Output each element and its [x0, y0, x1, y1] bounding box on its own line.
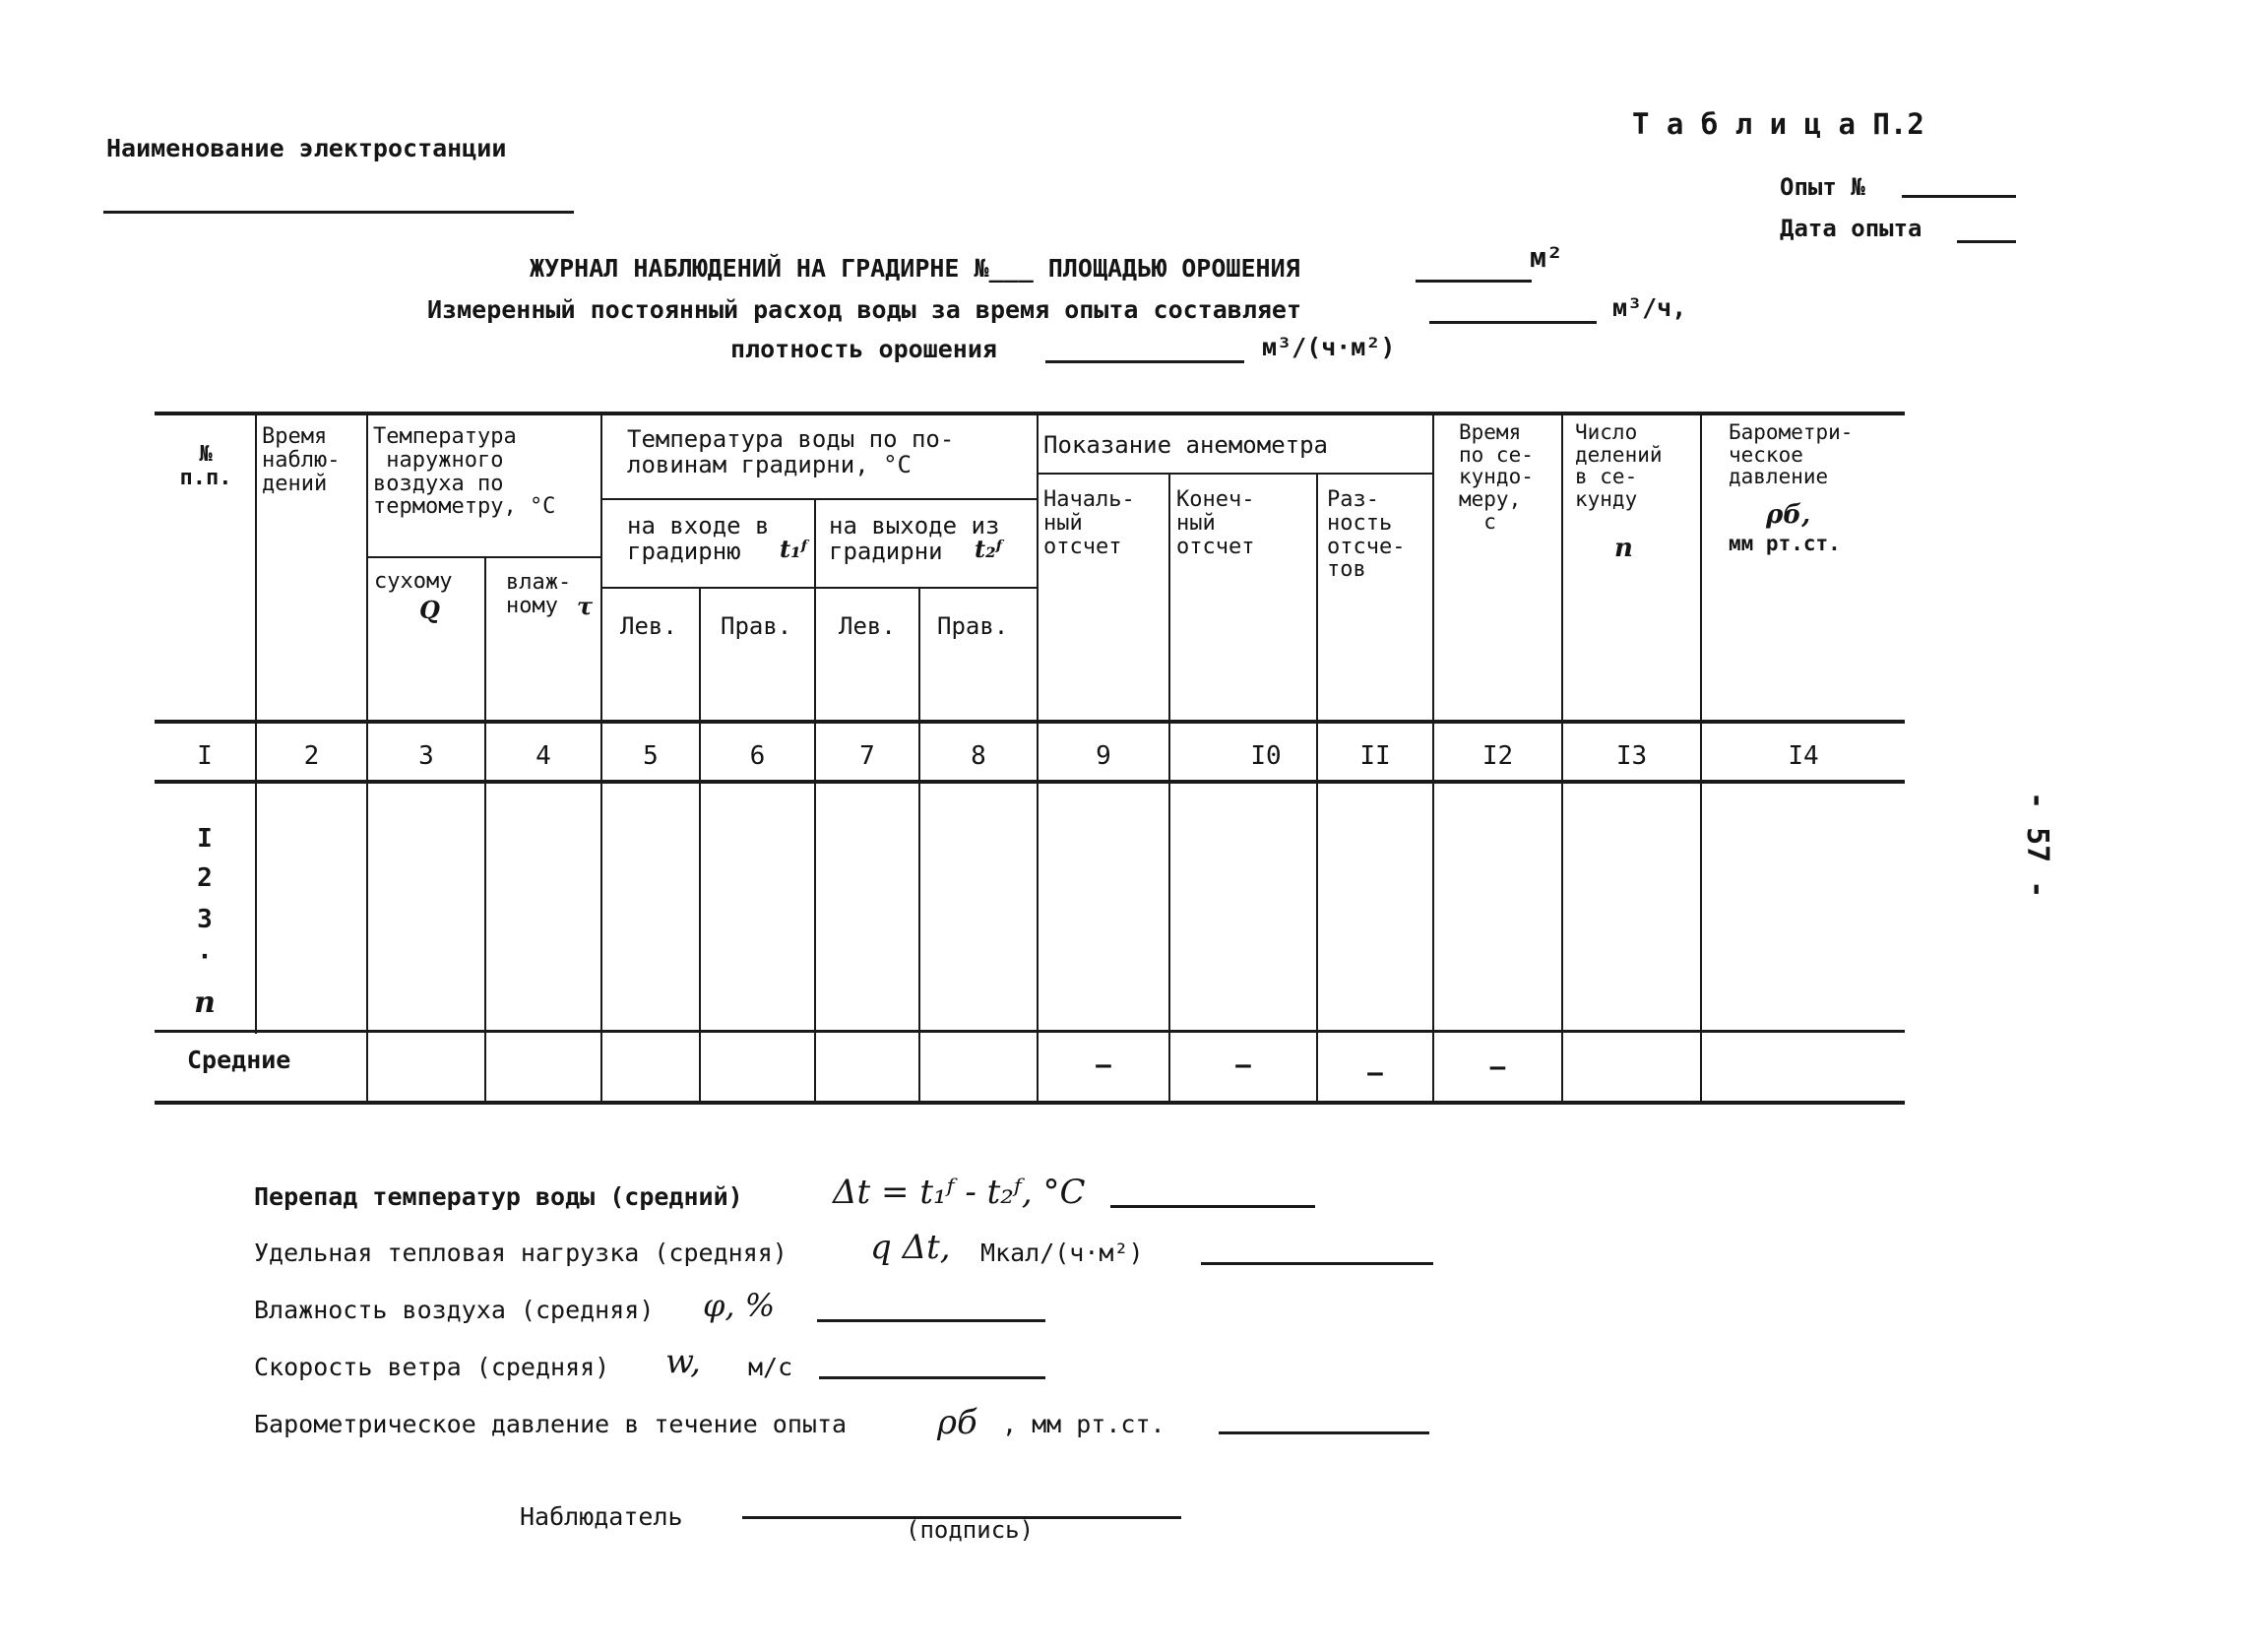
col-number: 8	[971, 741, 986, 771]
experiment-number-label: Опыт №	[1780, 173, 1865, 201]
col-header-outlet-left: Лев.	[839, 612, 896, 640]
station-name-label: Наименование электростанции	[106, 134, 507, 162]
col-header-outlet-right: Прав.	[937, 612, 1009, 640]
heat-load-label: Удельная тепловая нагрузка (средняя)	[254, 1239, 788, 1267]
halves-header-rule	[602, 587, 1039, 589]
col-header-inlet-left: Лев.	[620, 612, 677, 640]
heat-load-line[interactable]	[1201, 1262, 1433, 1265]
heat-load-unit: Мкал/(ч·м²)	[980, 1239, 1144, 1267]
col-number: 6	[749, 741, 766, 771]
row-number: 2	[197, 863, 213, 893]
col-number: 4	[536, 741, 551, 771]
barometric-symbol: ρб,	[1766, 500, 1811, 530]
irrigation-density-line[interactable]	[1045, 360, 1244, 363]
barometric-unit: мм рт.ст.	[1729, 532, 1841, 555]
table-top-border	[155, 412, 1905, 415]
experiment-date-label: Дата опыта	[1780, 215, 1922, 242]
col-divider-9	[1168, 474, 1170, 1103]
col-header-number: № п.п.	[179, 442, 232, 491]
col-header-time: Время наблю- дений	[262, 424, 341, 496]
header-bottom-rule	[155, 720, 1905, 724]
barometric-pressure-formula: ρб	[937, 1403, 977, 1442]
wind-speed-formula: w,	[665, 1342, 701, 1381]
dry-symbol: Q	[419, 596, 440, 624]
col-header-water-temp: Температура воды по по- ловинам градирни, °С	[627, 425, 955, 478]
col-header-air-temp: Температура наружного воздуха по термометру, °С	[373, 424, 556, 520]
anemometer-header-rule	[1039, 473, 1434, 475]
experiment-date-line[interactable]	[1957, 240, 2016, 243]
signature-caption: (подпись)	[906, 1516, 1035, 1544]
col-number: 7	[859, 741, 875, 771]
col-divider-10	[1316, 474, 1318, 1103]
heat-load-formula: q Δt,	[870, 1228, 951, 1267]
col-number: I	[197, 741, 213, 771]
col-divider-1	[255, 413, 257, 1034]
table-title: Т а б л и ц а П.2	[1632, 107, 1924, 141]
col-number: 2	[303, 741, 320, 771]
table-bottom-border	[155, 1101, 1905, 1105]
journal-title: ЖУРНАЛ НАБЛЮДЕНИЙ НА ГРАДИРНЕ №___ ПЛОЩАДЬЮ ОРОШЕНИЯ	[530, 254, 1300, 283]
col-number: II	[1359, 741, 1391, 771]
dash-initial: –	[1096, 1050, 1111, 1080]
air-humidity-formula: φ, %	[703, 1287, 776, 1324]
col-header-wet: влаж- ному	[506, 570, 572, 618]
col-header-anemometer: Показание анемометра	[1043, 431, 1328, 459]
row-ellipsis: ·	[197, 942, 213, 972]
inlet-symbol: t₁ᶠ	[780, 535, 808, 563]
barometric-pressure-line[interactable]	[1219, 1431, 1429, 1434]
row-number: 3	[197, 905, 213, 934]
dash-final: –	[1235, 1050, 1251, 1080]
flow-rate-label: Измеренный постоянный расход воды за время опыта составляет	[427, 295, 1302, 324]
average-row-label: Средние	[187, 1046, 291, 1074]
page-number: - 57 -	[2020, 792, 2054, 899]
col-number: I0	[1250, 741, 1282, 771]
col-divider-7	[918, 588, 920, 1103]
wet-symbol: τ	[577, 592, 594, 620]
col-number: 9	[1096, 741, 1111, 771]
air-humidity-label: Влажность воздуха (средняя)	[254, 1296, 655, 1324]
wind-speed-line[interactable]	[819, 1376, 1045, 1379]
water-temp-drop-label: Перепад температур воды (средний)	[254, 1182, 743, 1211]
barometric-pressure-unit: , мм рт.ст.	[1002, 1410, 1166, 1438]
station-name-line[interactable]	[103, 211, 574, 214]
col-number: I4	[1788, 741, 1819, 771]
col-header-inlet: на входе в градирню	[627, 512, 770, 565]
col-divider-3	[484, 557, 486, 1103]
irrigation-area-line[interactable]	[1416, 280, 1532, 283]
wind-speed-label: Скорость ветра (средняя)	[254, 1353, 610, 1381]
outlet-symbol: t₂ᶠ	[975, 535, 1003, 563]
col-header-dry: сухому	[374, 569, 453, 594]
col-number: 3	[418, 741, 434, 771]
water-temp-drop-formula: Δt = t₁ᶠ - t₂ᶠ, °C	[833, 1173, 1086, 1212]
area-unit: м²	[1530, 241, 1563, 274]
irrigation-density-unit: м³/(ч·м²)	[1262, 333, 1396, 361]
barometric-pressure-label: Барометрическое давление в течение опыта	[254, 1410, 848, 1438]
water-header-rule	[600, 498, 1039, 500]
dash-diff: –	[1367, 1058, 1383, 1088]
flow-rate-unit: м³/ч,	[1612, 293, 1687, 322]
data-bottom-rule	[155, 1030, 1905, 1033]
col-divider-5	[699, 588, 701, 1103]
air-humidity-line[interactable]	[817, 1319, 1045, 1322]
observer-label: Наблюдатель	[520, 1502, 683, 1531]
col-header-final-reading: Конеч- ный отсчет	[1176, 487, 1255, 559]
row-number: I	[197, 824, 213, 854]
water-temp-drop-line[interactable]	[1110, 1205, 1315, 1208]
divisions-symbol: n	[1614, 534, 1633, 563]
numbers-bottom-rule	[155, 780, 1905, 784]
col-number: 5	[643, 741, 659, 771]
row-number-n: n	[194, 985, 216, 1020]
irrigation-density-label: плотность орошения	[730, 335, 997, 363]
col-header-barometric: Барометри- ческое давление	[1729, 420, 1854, 489]
flow-rate-line[interactable]	[1429, 321, 1597, 324]
col-divider-6	[814, 499, 816, 1103]
col-header-outlet: на выходе из градирни	[829, 512, 1000, 565]
col-header-divisions: Число делений в се- кунду	[1575, 420, 1663, 512]
wind-speed-unit: м/с	[748, 1353, 793, 1381]
col-header-stopwatch-time: Время по се- кундо- меру, с	[1459, 420, 1534, 534]
col-number: I3	[1615, 741, 1648, 771]
col-number: I2	[1481, 741, 1514, 771]
dash-time: –	[1489, 1052, 1506, 1082]
col-header-initial-reading: Началь- ный отсчет	[1043, 487, 1135, 559]
experiment-number-line[interactable]	[1902, 195, 2016, 198]
col-header-reading-diff: Раз- ность отсче- тов	[1327, 487, 1406, 583]
col-header-inlet-right: Прав.	[721, 612, 792, 640]
